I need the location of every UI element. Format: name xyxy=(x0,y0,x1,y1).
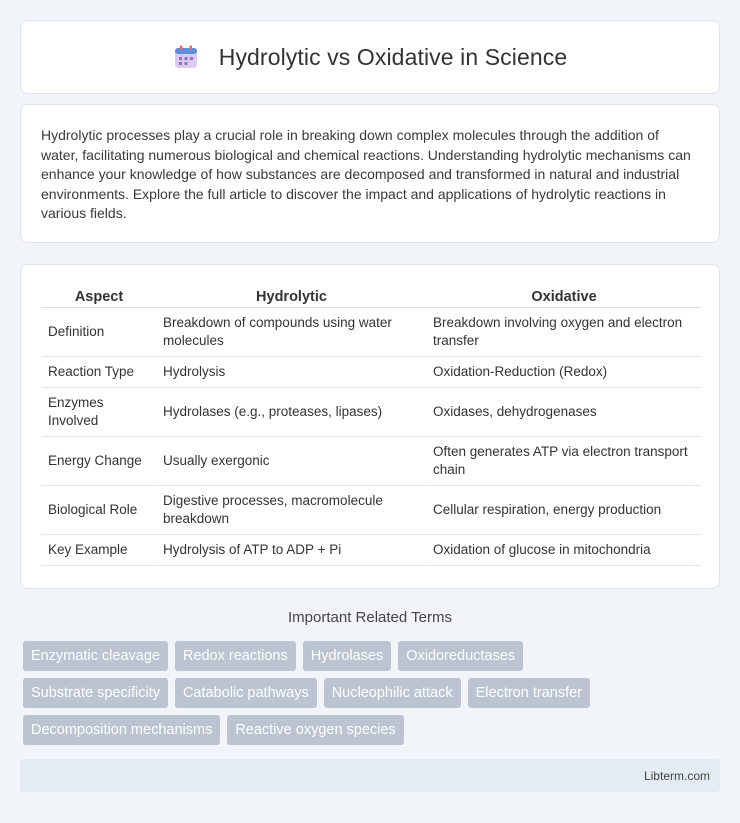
comparison-table-card xyxy=(20,264,720,589)
tag-row xyxy=(23,715,723,745)
table-row xyxy=(42,535,701,566)
tag-row xyxy=(23,641,723,671)
table-row xyxy=(42,308,701,357)
tag-enzymatic-cleavage[interactable]: Enzymatic cleavage xyxy=(23,641,168,671)
tag-catabolic-pathways[interactable]: Catabolic pathways xyxy=(175,678,317,708)
page-title: Hydrolytic vs Oxidative in Science xyxy=(218,43,568,70)
cell-oxidative: Breakdown involving oxygen and electron transfer xyxy=(426,308,701,357)
cell-hydrolytic: Digestive processes, macromolecule breakdown xyxy=(156,486,426,535)
header-card xyxy=(20,20,720,94)
cell-oxidative: Often generates ATP via electron transport chain xyxy=(426,437,701,486)
tag-substrate-specificity[interactable]: Substrate specificity xyxy=(23,678,168,708)
cell-aspect: Enzymes Involved xyxy=(42,388,156,437)
header-oxidative: Oxidative xyxy=(426,285,701,308)
cell-hydrolytic: Usually exergonic xyxy=(156,437,426,486)
footer xyxy=(20,759,720,792)
calendar-icon xyxy=(173,44,199,70)
cell-hydrolytic: Breakdown of compounds using water molecules xyxy=(156,308,426,357)
cell-oxidative: Oxidases, dehydrogenases xyxy=(426,388,701,437)
table-row xyxy=(42,437,701,486)
intro-text: Hydrolytic processes play a crucial role in breaking down complex molecules through the addition of water, facilitating numerous biological and chemical reactions. Understanding hydrolytic mechanisms can enhance your knowledge of how substances are decomposed and transformed in natural and industrial environments. Explore the full article to discover the impact and applications of hydrolytic reactions in various fields. xyxy=(41,127,691,222)
tag-nucleophilic-attack[interactable]: Nucleophilic attack xyxy=(324,678,461,708)
footer-brand[interactable]: Libterm.com xyxy=(643,768,710,783)
intro-card xyxy=(20,104,720,243)
table-row xyxy=(42,388,701,437)
tag-row xyxy=(23,678,723,708)
cell-aspect: Reaction Type xyxy=(42,357,156,388)
table-header-row xyxy=(42,285,701,308)
tag-oxidoreductases[interactable]: Oxidoreductases xyxy=(398,641,523,671)
cell-hydrolytic: Hydrolysis xyxy=(156,357,426,388)
tag-hydrolases[interactable]: Hydrolases xyxy=(303,641,392,671)
related-tags xyxy=(23,641,723,752)
header-aspect: Aspect xyxy=(42,285,156,308)
cell-oxidative: Oxidation of glucose in mitochondria xyxy=(426,535,701,566)
tag-electron-transfer[interactable]: Electron transfer xyxy=(468,678,590,708)
comparison-table xyxy=(42,285,701,566)
cell-aspect: Energy Change xyxy=(42,437,156,486)
header-hydrolytic: Hydrolytic xyxy=(156,285,426,308)
tag-decomposition-mechanisms[interactable]: Decomposition mechanisms xyxy=(23,715,220,745)
cell-hydrolytic: Hydrolases (e.g., proteases, lipases) xyxy=(156,388,426,437)
title-wrap xyxy=(173,44,568,71)
related-terms-title: Important Related Terms xyxy=(288,609,452,626)
cell-aspect: Key Example xyxy=(42,535,156,566)
tag-redox-reactions[interactable]: Redox reactions xyxy=(175,641,296,671)
table-row xyxy=(42,357,701,388)
table-row xyxy=(42,486,701,535)
cell-aspect: Biological Role xyxy=(42,486,156,535)
cell-oxidative: Cellular respiration, energy production xyxy=(426,486,701,535)
cell-aspect: Definition xyxy=(42,308,156,357)
cell-oxidative: Oxidation-Reduction (Redox) xyxy=(426,357,701,388)
cell-hydrolytic: Hydrolysis of ATP to ADP + Pi xyxy=(156,535,426,566)
tag-reactive-oxygen-species[interactable]: Reactive oxygen species xyxy=(227,715,403,745)
